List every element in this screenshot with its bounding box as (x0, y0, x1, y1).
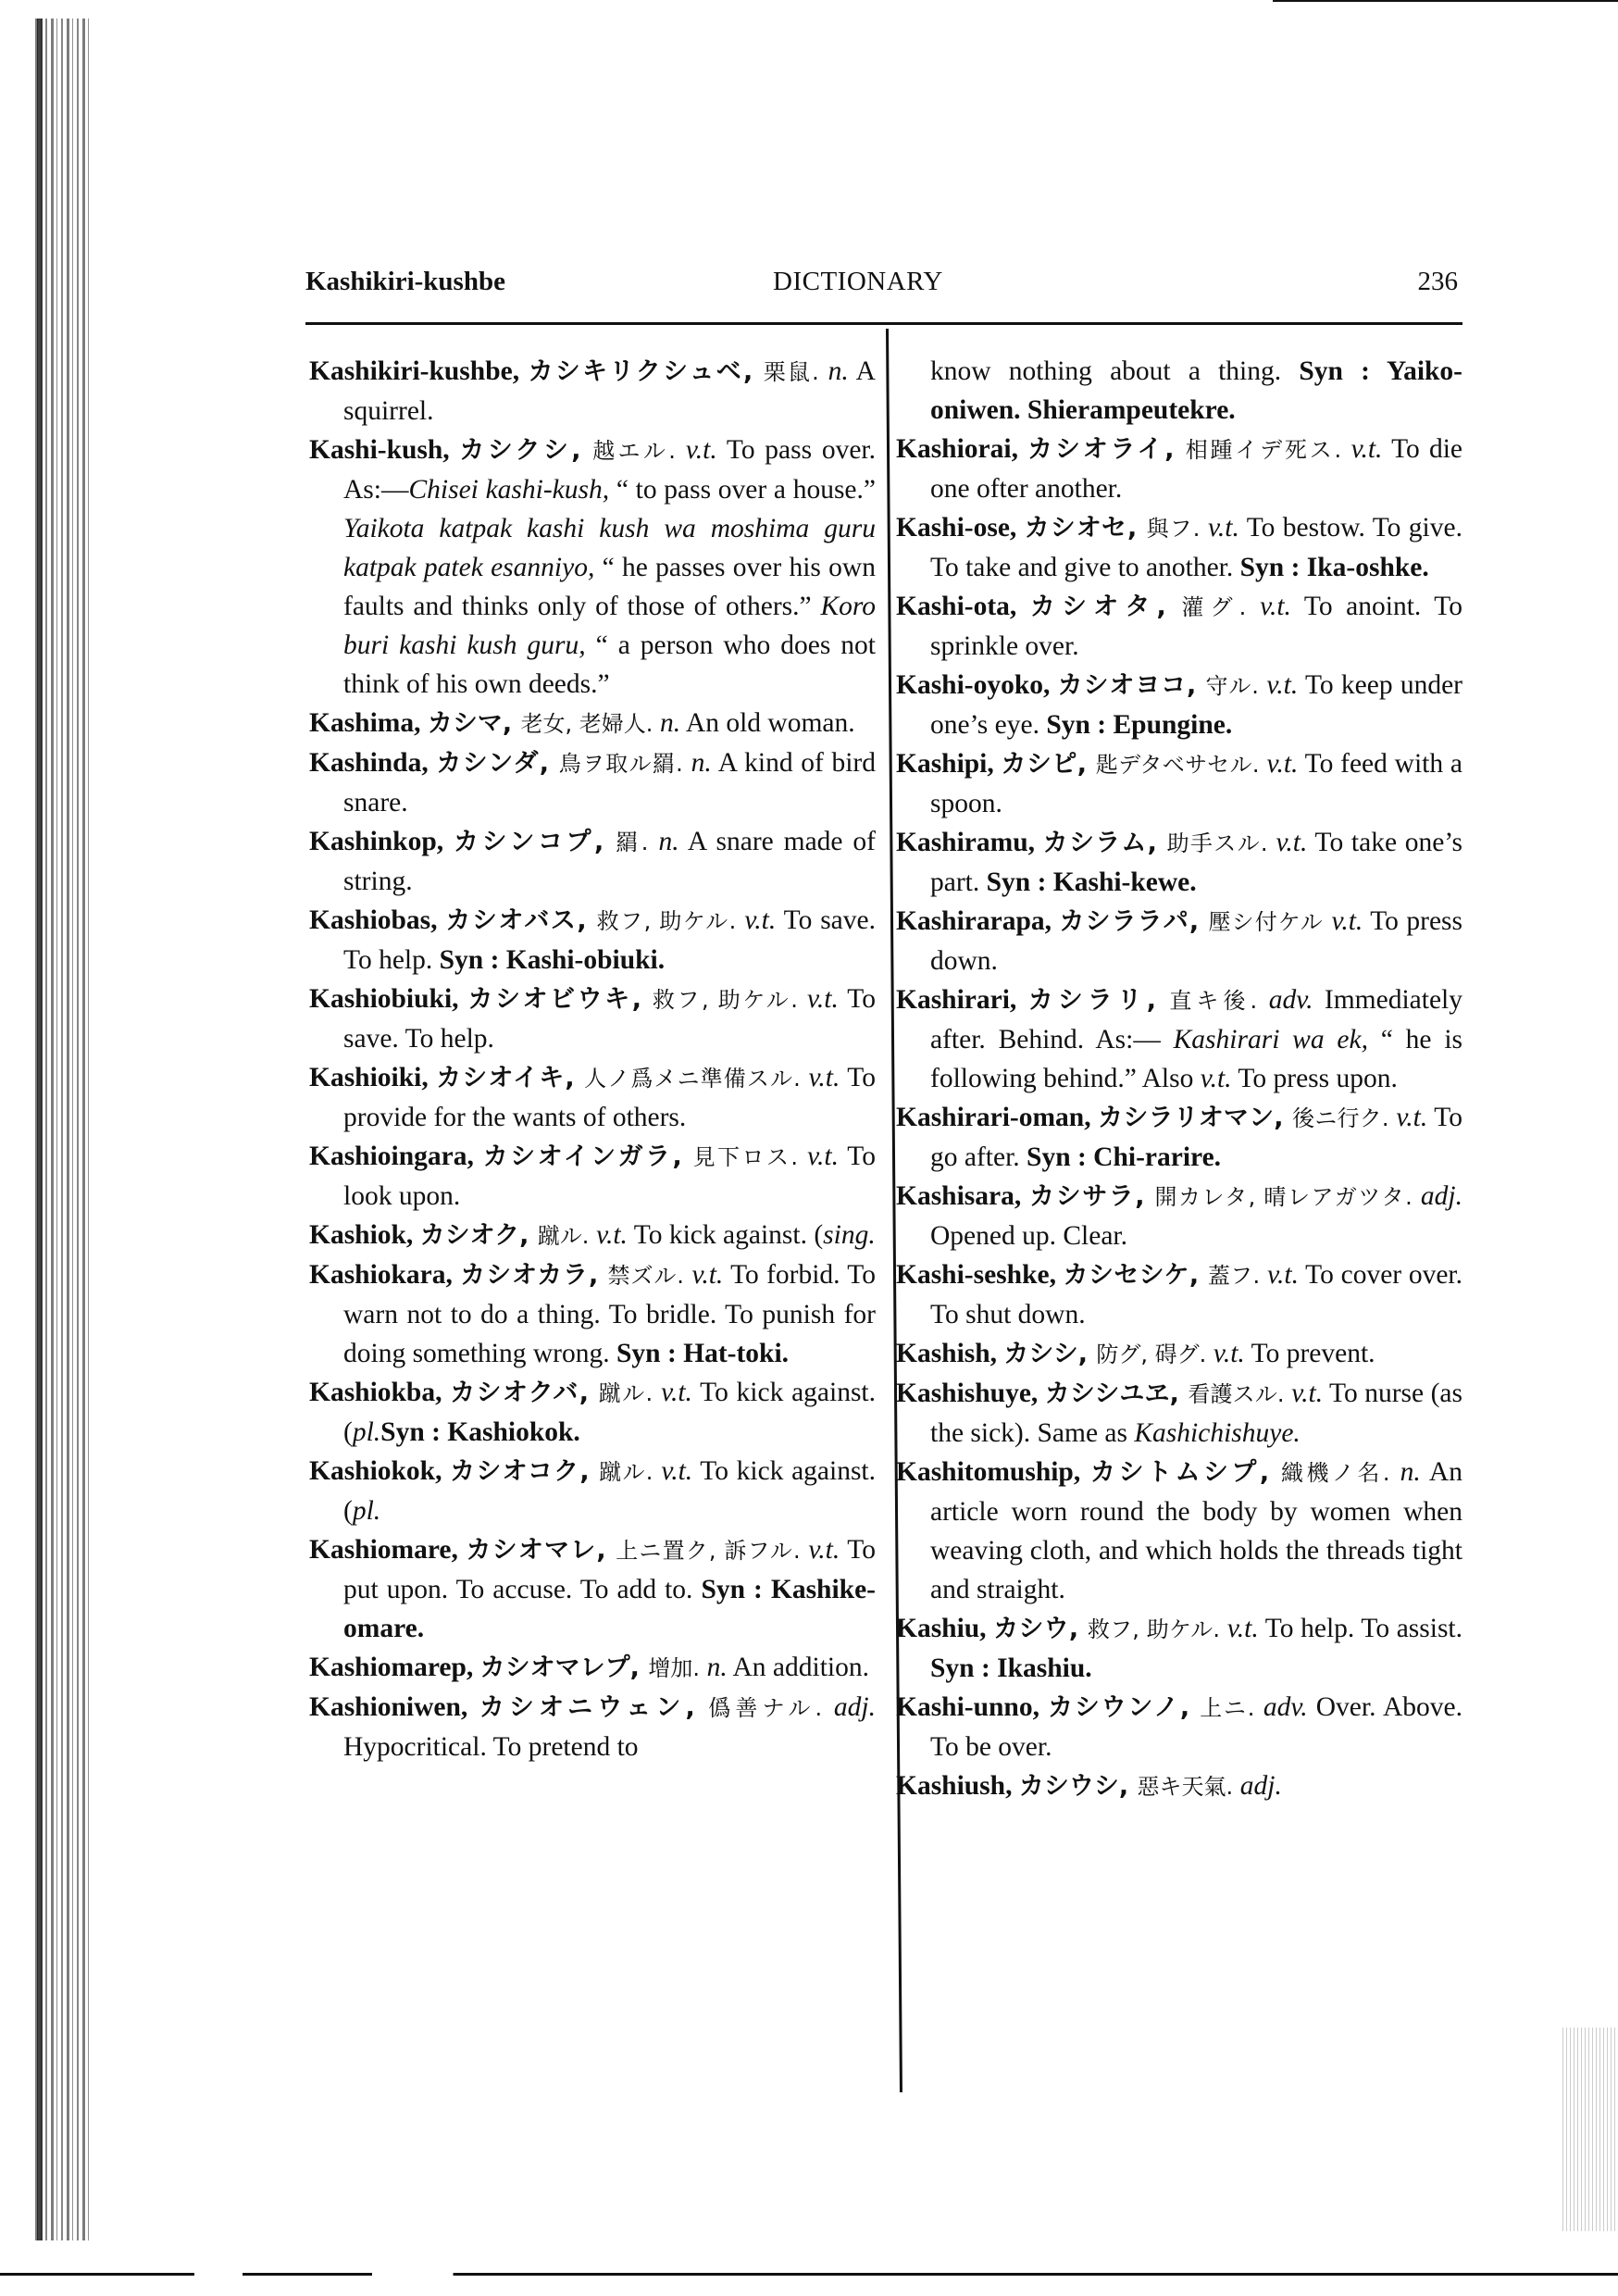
italic-text: v.t. (691, 1260, 724, 1290)
kanji-gloss: 織機ノ名. (1280, 1460, 1400, 1486)
dictionary-entry (896, 1098, 1462, 1177)
kanji-gloss: 蹴ル. (598, 1380, 662, 1406)
katakana-text: カシピ, (1001, 750, 1096, 779)
katakana-text: カシラム, (1042, 829, 1167, 857)
italic-text: adj. (833, 1692, 876, 1722)
italic-text: v.t. (1213, 1339, 1245, 1368)
scan-bottom-rule (0, 2273, 1618, 2276)
bold-text: Syn : Ika-oshke. (1239, 553, 1429, 582)
katakana-text: カシオインガラ, (482, 1142, 693, 1171)
katakana-text: カシオタ, (1029, 593, 1182, 621)
bold-text: Syn : Yaiko-oniwen. Shierampeutekre. (930, 356, 1462, 425)
italic-text: n. (658, 827, 679, 856)
katakana-text: カシクシ, (459, 436, 593, 465)
italic-text: v.t. (807, 984, 839, 1014)
definition-text: A squirrel. (343, 356, 876, 426)
katakana-text: カシンコプ, (454, 828, 616, 856)
headword: Kashikiri-kushbe, (309, 356, 529, 386)
definition-text: To anoint. To sprinkle over. (930, 592, 1462, 661)
kanji-gloss: 惡キ天氣. (1137, 1774, 1240, 1800)
italic-text: v.t. (1396, 1103, 1428, 1132)
headword: Kashiok, (309, 1220, 420, 1250)
katakana-text: カシオビウキ, (467, 985, 653, 1014)
katakana-text: カシシユヱ, (1044, 1379, 1189, 1408)
italic-text: n. (706, 1653, 728, 1682)
katakana-text: カシオセ, (1024, 514, 1147, 543)
dictionary-entry (896, 902, 1462, 980)
headword: Kashioniwen, (309, 1692, 479, 1722)
italic-text: adv. (1263, 1692, 1308, 1722)
italic-text: pl. (352, 1417, 381, 1447)
definition-text: To press down. (930, 906, 1462, 976)
definition-text: “ he passes over his own faults and thinks only of those of others.” (343, 553, 876, 621)
definition-text: Over. Above. To be over. (930, 1692, 1463, 1762)
definition-text: To press upon. (1231, 1064, 1398, 1093)
italic-text: v.t. (661, 1378, 692, 1407)
katakana-text: カシサラ, (1029, 1182, 1155, 1211)
dictionary-entry (309, 1137, 876, 1216)
scan-top-rule (1273, 0, 1618, 2)
page-header (305, 267, 1458, 304)
katakana-text: カシオクバ, (450, 1379, 599, 1407)
dictionary-entry (896, 1177, 1462, 1255)
kanji-gloss: 防グ, 碍グ. (1096, 1341, 1214, 1367)
kanji-gloss: 壓シ付ケル (1208, 909, 1332, 935)
kanji-gloss: 直キ後. (1169, 988, 1269, 1014)
headword: Kashinda, (309, 748, 437, 778)
bold-text: Syn : Kashi-kewe. (986, 867, 1197, 897)
kanji-gloss: 老女, 老婦人. (520, 711, 661, 737)
headword: Kashinkop, (309, 827, 454, 856)
headword: Kashishuye, (896, 1379, 1045, 1408)
definition-text: To kick against. ( (627, 1220, 824, 1250)
italic-text: v.t. (1350, 434, 1383, 464)
dictionary-entry (896, 1453, 1462, 1609)
definition-text: To help. To assist. (1258, 1614, 1462, 1643)
kanji-gloss: 救フ, 助ケル. (1087, 1616, 1227, 1642)
dictionary-entry (896, 508, 1462, 587)
italic-text: v.t. (1331, 906, 1363, 936)
dictionary-entry (309, 822, 876, 901)
dictionary-entry (309, 1452, 876, 1530)
definition-text: A snare made of string. (343, 827, 877, 896)
kanji-gloss: 僞善ナル. (708, 1695, 834, 1721)
headword: Kashirari, (896, 985, 1028, 1015)
kanji-gloss: 羂. (616, 830, 659, 855)
headword: Kashima, (309, 708, 428, 738)
kanji-gloss: 禁ズル. (607, 1263, 692, 1289)
katakana-text: カシオコク, (450, 1457, 600, 1486)
definition-text: Hypocritical. To pretend to (343, 1732, 639, 1762)
italic-text: v.t. (1267, 1260, 1299, 1290)
headword: Kashi-kush, (309, 435, 460, 465)
dictionary-entry (896, 430, 1462, 508)
definition-text: To pass over. As:— (343, 435, 876, 505)
headword: Kashirari-oman, (896, 1103, 1099, 1132)
dictionary-entry (309, 1648, 876, 1688)
bold-text: Syn : Ikashiu. (930, 1653, 1092, 1683)
italic-text: v.t. (744, 905, 777, 935)
right-column (896, 352, 1462, 1806)
definition-text: To save. To help. (343, 984, 876, 1054)
definition-text: To cover over. To shut down. (930, 1260, 1462, 1329)
italic-text: Koro buri kashi kush guru, (343, 592, 876, 660)
italic-text: v.t. (808, 1063, 840, 1092)
italic-text: n. (660, 708, 681, 738)
headword: Kashiramu, (896, 828, 1043, 857)
kanji-gloss: 匙デタベサセル. (1095, 752, 1267, 778)
katakana-text: カシセシケ, (1063, 1261, 1208, 1290)
italic-text: Yaikota katpak kashi kush wa moshima guru katpak patek esanniyo, (343, 514, 876, 582)
definition-text: To nurse (as the sick). Same as (930, 1379, 1462, 1448)
bold-text: Syn : Epungine. (1046, 710, 1233, 740)
dictionary-entry (896, 666, 1462, 744)
italic-text: v.t. (1200, 1064, 1232, 1093)
headword: Kashiomarep, (309, 1653, 480, 1682)
headword: Kashirarapa, (896, 906, 1060, 936)
kanji-gloss: 蹴ル. (599, 1459, 662, 1485)
dictionary-entry (309, 901, 876, 980)
definition-text: An old woman. (680, 708, 855, 738)
dictionary-entry (309, 1255, 876, 1373)
kanji-gloss: 灌グ. (1181, 594, 1261, 620)
katakana-text: カシラリ, (1027, 986, 1170, 1015)
italic-text: n. (1400, 1457, 1421, 1487)
definition-text: To bestow. To give. To take and give to another. (930, 513, 1462, 582)
katakana-text: カシンダ, (436, 749, 559, 778)
katakana-text: カシオヨコ, (1057, 671, 1206, 700)
katakana-text: カシキリクシュベ, (528, 357, 764, 386)
italic-text: v.t. (1260, 592, 1291, 621)
italic-text: v.t. (685, 435, 717, 465)
headword: Kashisara, (896, 1181, 1030, 1211)
katakana-text: カシオライ, (1027, 435, 1186, 464)
headword: Kashi-ose, (896, 513, 1025, 543)
definition-text: To feed with a spoon. (930, 749, 1462, 818)
katakana-text: カシウシ, (1018, 1772, 1138, 1801)
definition-text: To die one ofter another. (930, 434, 1462, 504)
kanji-gloss: 開カレタ, 晴レアガツタ. (1154, 1184, 1421, 1210)
scan-edge-noise-left (35, 19, 93, 2240)
italic-text: v.t. (1291, 1379, 1324, 1408)
kanji-gloss: 相踵イデ死ス. (1185, 437, 1351, 463)
dictionary-entry (896, 1374, 1462, 1453)
dictionary-entry (309, 1530, 876, 1648)
italic-text: adv. (1268, 985, 1313, 1015)
italic-text: v.t. (1266, 749, 1299, 779)
dictionary-entry (896, 980, 1462, 1098)
kanji-gloss: 栗鼠. (763, 359, 828, 385)
dictionary-entry (309, 1373, 876, 1452)
definition-text: know nothing about a thing. (930, 356, 1300, 386)
kanji-gloss: 人ノ爲メニ準備スル. (584, 1066, 809, 1092)
dictionary-entry (896, 1334, 1462, 1374)
katakana-text: カシシ, (1003, 1340, 1097, 1368)
dictionary-entry (896, 1609, 1462, 1688)
dictionary-entry (309, 1058, 876, 1137)
headword: Kashiorai, (896, 434, 1028, 464)
entry-continuation (896, 352, 1462, 430)
definition-text: Opened up. Clear. (930, 1221, 1127, 1251)
headword: Kashish, (896, 1339, 1004, 1368)
headword: Kashi-oyoko, (896, 670, 1058, 700)
kanji-gloss: 蹴ル. (537, 1223, 597, 1249)
italic-text: n. (828, 356, 849, 386)
italic-text: v.t. (1226, 1614, 1259, 1643)
kanji-gloss: 增加. (648, 1655, 707, 1681)
definition-text: An addition. (727, 1653, 869, 1682)
definition-text: To prevent. (1244, 1339, 1375, 1368)
header-rule (305, 322, 1462, 325)
definition-text: To provide for the wants of others. (343, 1063, 876, 1132)
italic-text: v.t. (807, 1142, 839, 1171)
dictionary-entry (896, 823, 1462, 902)
dictionary-entry (896, 1688, 1462, 1766)
headword: Kashitomuship, (896, 1457, 1091, 1487)
katakana-text: カシオニウェン, (479, 1693, 709, 1722)
italic-text: sing. (823, 1220, 876, 1250)
italic-text: pl. (352, 1496, 381, 1526)
headword: Kashi-unno, (896, 1692, 1049, 1722)
katakana-text: カシラリオマン, (1098, 1104, 1293, 1132)
definition-text: To look upon. (343, 1142, 876, 1211)
definition-text: To kick against. ( (343, 1378, 877, 1447)
bold-text: Syn : Kashi-obiuki. (439, 945, 666, 975)
bold-text: Syn : Chi-rarire. (1027, 1142, 1222, 1172)
kanji-gloss: 救フ, 助ケル. (596, 908, 745, 934)
katakana-text: カシオバス, (445, 906, 597, 935)
italic-text: adj. (1239, 1771, 1282, 1801)
italic-text: v.t. (661, 1456, 693, 1486)
headword: Kashioiki, (309, 1063, 437, 1092)
katakana-text: カシオカラ, (460, 1261, 608, 1290)
kanji-gloss: 上ニ. (1200, 1695, 1263, 1721)
kanji-gloss: 守ル. (1205, 673, 1267, 699)
dictionary-entry (309, 743, 876, 822)
bold-text: Syn : Kashiokok. (380, 1417, 580, 1447)
left-column (309, 352, 876, 1766)
headword: Kashiokba, (309, 1378, 451, 1407)
katakana-text: カシウンノ, (1048, 1693, 1201, 1722)
headword: Kashiu, (896, 1614, 994, 1643)
headword: Kashiomare, (309, 1535, 467, 1565)
headword: Kashiush, (896, 1771, 1019, 1801)
definition-text: To keep under one’s eye. (930, 670, 1463, 740)
italic-text: v.t. (1266, 670, 1299, 700)
dictionary-entry (896, 1766, 1462, 1806)
headword: Kashi-ota, (896, 592, 1030, 621)
definition-text: A kind of bird snare. (343, 748, 876, 817)
definition-text: To kick against. ( (343, 1456, 877, 1526)
definition-text: “ to pass over a house.” (609, 475, 876, 505)
dictionary-entry (309, 1688, 876, 1766)
kanji-gloss: 鳥ヲ取ル羂. (558, 751, 691, 777)
italic-text: v.t. (1207, 513, 1239, 543)
katakana-text: カシオイキ, (436, 1064, 585, 1092)
definition-text: To go after. (930, 1103, 1462, 1172)
bold-text: Syn : Kashike-omare. (343, 1575, 876, 1643)
headword: Kashioingara, (309, 1142, 483, 1171)
italic-text: v.t. (1276, 828, 1308, 857)
bold-text: Syn : Hat-toki. (616, 1339, 790, 1368)
kanji-gloss: 與フ. (1146, 516, 1208, 542)
dictionary-entry (309, 704, 876, 743)
dictionary-entry (309, 352, 876, 430)
kanji-gloss: 上ニ置ク, 訴フル. (616, 1538, 809, 1564)
running-title: DICTIONARY (773, 267, 943, 296)
page-number: 236 (1417, 267, 1458, 296)
dictionary-entry (896, 587, 1462, 666)
definition-text: An article worn round the body by women when weaving cloth, and which holds the threads tight and straight. (930, 1457, 1462, 1604)
scan-edge-noise-right (1562, 2028, 1618, 2231)
katakana-text: カシオマレ, (466, 1536, 616, 1565)
definition-text: To save. To help. (343, 905, 876, 975)
italic-text: n. (691, 748, 712, 778)
katakana-text: カシウ, (993, 1615, 1088, 1643)
katakana-text: カシマ, (427, 709, 521, 738)
italic-text: v.t. (808, 1535, 840, 1565)
headword: Kashiokara, (309, 1260, 461, 1290)
headword: Kashiobiuki, (309, 984, 468, 1014)
italic-text: Kashichishuye. (1134, 1418, 1301, 1448)
italic-text: adj. (1420, 1181, 1462, 1211)
definition-text: To put upon. To accuse. To add to. (343, 1535, 876, 1604)
definition-text: Immediately after. Behind. As:— (930, 985, 1462, 1054)
katakana-text: カシララパ, (1059, 907, 1209, 936)
kanji-gloss: 看護スル. (1188, 1381, 1292, 1407)
dictionary-entry (896, 744, 1462, 823)
katakana-text: カシオマレプ, (479, 1653, 649, 1682)
definition-text: To forbid. To warn not to do a thing. To bridle. To punish for doing something wrong. (343, 1260, 876, 1368)
italic-text: Kashirari wa ek, (1173, 1025, 1368, 1054)
headword: Kashi-seshke, (896, 1260, 1064, 1290)
scan-edge-bar (37, 19, 43, 2240)
dictionary-entry (309, 1216, 876, 1255)
definition-text: “ he is following behind.” Also (930, 1025, 1462, 1093)
dictionary-entry (309, 430, 876, 704)
dictionary-entry (896, 1255, 1462, 1334)
katakana-text: カシトムシプ, (1090, 1458, 1281, 1487)
headword: Kashiokok, (309, 1456, 451, 1486)
guide-word: Kashikiri-kushbe (305, 267, 505, 296)
headword: Kashipi, (896, 749, 1002, 779)
kanji-gloss: 救フ, 助ケル. (652, 987, 808, 1013)
definition-text: “ a person who does not think of his own deeds.” (343, 630, 876, 699)
kanji-gloss: 蓋フ. (1207, 1263, 1268, 1289)
italic-text: Chisei kashi-kush, (408, 475, 610, 505)
kanji-gloss: 越エル. (592, 438, 686, 464)
kanji-gloss: 後ニ行ク. (1292, 1105, 1397, 1131)
kanji-gloss: 助手スル. (1166, 830, 1276, 856)
katakana-text: カシオク, (419, 1221, 538, 1250)
kanji-gloss: 見下ロス. (692, 1144, 808, 1170)
definition-text: To take one’s part. (930, 828, 1462, 897)
headword: Kashiobas, (309, 905, 446, 935)
italic-text: v.t. (596, 1220, 628, 1250)
dictionary-entry (309, 980, 876, 1058)
